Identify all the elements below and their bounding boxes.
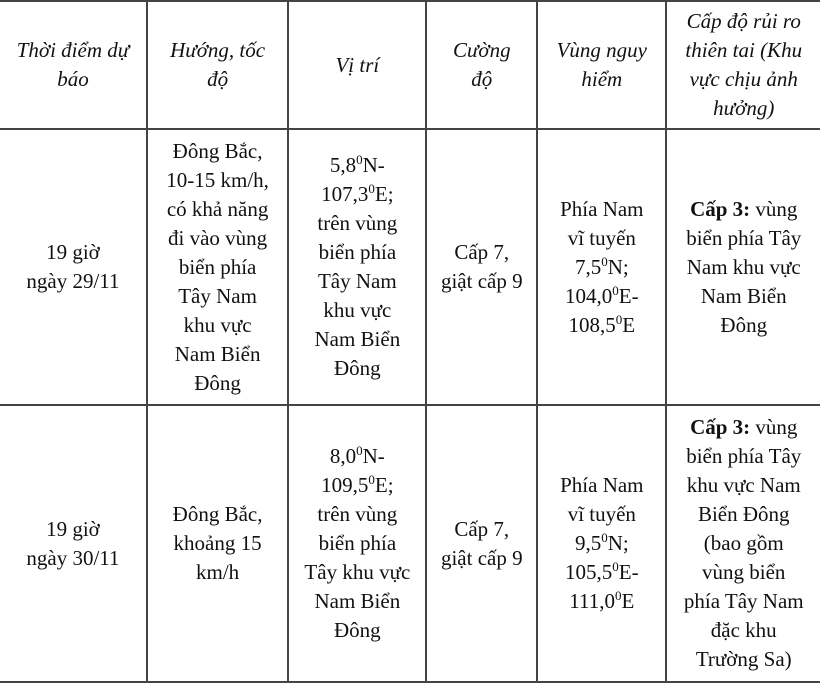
lat-value: 7,5 bbox=[574, 254, 602, 279]
cell-text: giật cấp 9 bbox=[440, 545, 523, 570]
cell-text: Đông bbox=[720, 312, 768, 337]
header-danger-zone bbox=[537, 1, 666, 129]
degree-symbol: 0 bbox=[612, 282, 619, 298]
cell-text: Tây Nam bbox=[317, 269, 397, 293]
header-text: độ bbox=[207, 67, 229, 91]
degree-symbol: 0 bbox=[368, 472, 375, 487]
degree-symbol: 0 bbox=[356, 443, 363, 458]
cell-text: khu vực bbox=[323, 298, 392, 322]
cell-text: Nam Biển bbox=[314, 589, 401, 613]
cell-text: có khả năng bbox=[166, 196, 269, 221]
header-text: Thời điểm dự bbox=[16, 38, 130, 62]
header-text: Vùng nguy bbox=[556, 38, 648, 62]
lon-value: 105,5 bbox=[565, 560, 613, 584]
longitude-to bbox=[544, 587, 659, 616]
header-text: Cấp độ rủi ro bbox=[686, 9, 801, 33]
header-intensity bbox=[426, 1, 537, 129]
cell-text: Cấp 7, bbox=[454, 240, 510, 264]
cell-text: khu vực Nam bbox=[686, 473, 801, 497]
cell-text: vùng bbox=[750, 415, 798, 439]
degree-symbol: 0 bbox=[601, 530, 608, 545]
cell-text: vĩ tuyến bbox=[567, 502, 636, 526]
cell-text: Nam Biển bbox=[174, 341, 261, 366]
cell-text: Trường Sa) bbox=[695, 647, 792, 671]
cell-intensity bbox=[426, 405, 537, 682]
cell-text: biển phía Tây bbox=[686, 444, 802, 468]
cell-text: Đông bbox=[334, 356, 381, 380]
cell-direction-speed bbox=[147, 129, 288, 405]
lat-value: 9,5 bbox=[574, 531, 602, 555]
header-text: Vị trí bbox=[335, 52, 380, 77]
cell-text: đặc khu bbox=[710, 618, 777, 642]
longitude-to bbox=[544, 311, 659, 340]
cell-text: biển phía bbox=[318, 531, 397, 555]
cell-text: Đông Bắc, bbox=[172, 138, 263, 163]
cell-text: 19 giờ bbox=[46, 516, 100, 541]
cell-text: 10-15 km/h, bbox=[166, 167, 269, 192]
cell-text: phía Tây Nam bbox=[683, 589, 804, 613]
latitude bbox=[544, 529, 659, 558]
lat-unit: N; bbox=[607, 254, 629, 279]
cell-text: ngày 29/11 bbox=[26, 269, 120, 293]
header-position bbox=[288, 1, 426, 129]
lat-unit: N- bbox=[362, 153, 385, 177]
header-text: hiểm bbox=[581, 67, 623, 91]
cell-direction-speed bbox=[147, 405, 288, 682]
cell-risk-level bbox=[666, 129, 820, 405]
cell-intensity bbox=[426, 129, 537, 405]
cell-text: Đông bbox=[194, 370, 241, 395]
cell-text: trên vùng bbox=[317, 502, 398, 526]
latitude bbox=[295, 442, 419, 471]
cell-danger-zone bbox=[537, 129, 666, 405]
cell-text: Tây Nam bbox=[178, 283, 257, 308]
lon-value: 104,0 bbox=[565, 283, 613, 308]
cell-danger-zone bbox=[537, 405, 666, 682]
header-text: thiên tai (Khu bbox=[685, 38, 803, 62]
cell-position bbox=[288, 129, 426, 405]
risk-level-label: Cấp 3: bbox=[690, 415, 751, 439]
longitude-from bbox=[544, 558, 659, 587]
header-text: báo bbox=[57, 67, 89, 91]
table-row bbox=[0, 405, 820, 682]
risk-first-line bbox=[673, 195, 814, 224]
lon-unit: E; bbox=[374, 182, 394, 206]
cell-text: ngày 30/11 bbox=[26, 545, 120, 570]
lon-unit: E; bbox=[374, 473, 394, 497]
lon-value: 107,3 bbox=[321, 182, 369, 206]
cell-position bbox=[288, 405, 426, 682]
longitude bbox=[295, 180, 419, 209]
lon-unit: E- bbox=[618, 560, 639, 584]
cell-text: Đông bbox=[334, 618, 381, 642]
degree-symbol: 0 bbox=[601, 253, 608, 269]
header-risk-level bbox=[666, 1, 820, 129]
header-text: Cường bbox=[452, 38, 511, 62]
cell-text: biển phía Tây bbox=[686, 225, 802, 250]
risk-first-line bbox=[673, 413, 814, 442]
lat-value: 5,8 bbox=[329, 153, 357, 177]
cell-text: Cấp 7, bbox=[454, 516, 510, 541]
cell-text: vùng bbox=[750, 196, 798, 221]
cell-text: vùng biển bbox=[702, 560, 786, 584]
lon-unit: E bbox=[622, 312, 636, 337]
latitude bbox=[544, 253, 659, 282]
header-forecast-time bbox=[0, 1, 147, 129]
cell-text: km/h bbox=[196, 560, 240, 584]
cell-text: khoảng 15 bbox=[173, 531, 262, 555]
cell-text: Phía Nam bbox=[560, 196, 644, 221]
lon-value: 108,5 bbox=[568, 312, 616, 337]
degree-symbol: 0 bbox=[615, 311, 623, 327]
cell-risk-level bbox=[666, 405, 820, 682]
cell-text: giật cấp 9 bbox=[440, 269, 523, 293]
header-text: hưởng) bbox=[713, 96, 775, 120]
lat-unit: N; bbox=[607, 531, 629, 555]
cell-text: Đông Bắc, bbox=[172, 502, 263, 526]
cell-text: Nam Biển bbox=[700, 283, 787, 308]
header-direction-speed bbox=[147, 1, 288, 129]
degree-symbol: 0 bbox=[612, 559, 619, 574]
cell-text: khu vực bbox=[183, 312, 252, 337]
lat-value: 8,0 bbox=[329, 444, 357, 468]
longitude bbox=[295, 471, 419, 500]
cell-forecast-time bbox=[0, 405, 147, 682]
cell-text: đi vào vùng bbox=[168, 225, 268, 250]
cell-text: Biển Đông bbox=[697, 502, 790, 526]
degree-symbol: 0 bbox=[368, 181, 375, 196]
cell-text: biển phía bbox=[178, 254, 257, 279]
cell-text: (bao gồm bbox=[703, 531, 784, 555]
header-text: độ bbox=[471, 67, 493, 91]
cell-text: Nam Biển bbox=[314, 327, 401, 351]
degree-symbol: 0 bbox=[356, 152, 363, 167]
degree-symbol: 0 bbox=[615, 588, 622, 603]
cell-text: Phía Nam bbox=[560, 473, 644, 497]
table-row bbox=[0, 129, 820, 405]
lon-value: 109,5 bbox=[321, 473, 369, 497]
cell-text: Nam khu vực bbox=[686, 254, 801, 279]
lat-unit: N- bbox=[362, 444, 385, 468]
lon-value: 111,0 bbox=[569, 589, 615, 613]
lon-unit: E bbox=[621, 589, 635, 613]
lon-unit: E- bbox=[618, 283, 639, 308]
cell-text: biển phía bbox=[318, 240, 397, 264]
longitude-from bbox=[544, 282, 659, 311]
latitude bbox=[295, 151, 419, 180]
cell-text: trên vùng bbox=[317, 211, 398, 235]
header-text: vực chịu ảnh bbox=[689, 67, 798, 91]
cell-text: Tây khu vực bbox=[304, 560, 411, 584]
cell-forecast-time bbox=[0, 129, 147, 405]
cell-text: 19 giờ bbox=[46, 240, 100, 264]
header-text: Hướng, tốc bbox=[170, 38, 266, 62]
risk-level-label: Cấp 3: bbox=[690, 196, 751, 221]
header-row bbox=[0, 1, 820, 129]
cell-text: vĩ tuyến bbox=[567, 225, 636, 250]
